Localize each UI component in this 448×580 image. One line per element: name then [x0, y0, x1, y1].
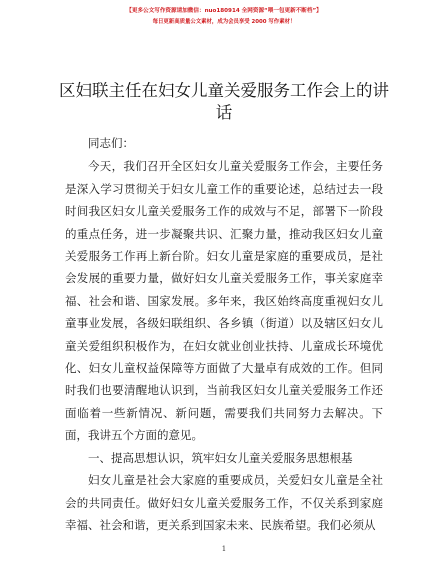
document-body — [65, 132, 383, 536]
section-heading-1: 一、提高思想认识，筑牢妇女儿童关爱服务思想根基 — [88, 450, 353, 465]
promo-banner-line-2: 每日更新高质量公文素材，成为会员享受 2000 写作素材！ — [152, 19, 296, 25]
document-title — [0, 80, 448, 124]
promo-banner-line-1: 【更多公文写作资源请加微信：nuo180914 全网资源“喂一包更新不断档”】 — [126, 8, 322, 14]
document-title-line-1: 区妇联主任在妇女儿童关爱服务工作会上的讲 — [59, 81, 389, 100]
document-title-line-2: 话 — [215, 103, 233, 122]
paragraph-intro: 今天，我们召开全区妇女儿童关爱服务工作会，主要任务是深入学习贯彻关于妇女儿童工作的重要论述，总结过去一段时间我区妇女儿童关爱服务工作的成效与不足，部署下一阶段的重点任务，进一步凝聚共识、汇聚力量，推动我区妇女儿童关爱服务工作再上新台阶。妇女儿童是家庭的重要成员，是社会发展的重要力量，做好妇女儿童关爱服务工作，事关家庭幸福、社会和谐、国家发展。多年来，我区始终高度重视妇女儿童事业发展，各级妇联组织、各乡镇（街道）以及辖区妇女儿童关爱组织积极作为，在妇女就业创业扶持、儿童成长环境优化、妇女儿童权益保障等方面做了大量卓有成效的工作。但同时我们也要清醒地认识到，当前我区妇女儿童关爱服务工作还面临着一些新情况、新问题，需要我们共同努力去解决。下面，我讲五个方面的意见。 — [65, 159, 383, 443]
paragraph-section-1: 妇女儿童是社会大家庭的重要成员，关爱妇女儿童是全社会的共同责任。做好妇女儿童关爱服务工作，不仅关系到家庭幸福、社会和谐，更关系到国家未来、民族希望。我们必须从 — [65, 473, 383, 532]
greeting: 同志们： — [88, 136, 134, 150]
promo-banner — [0, 6, 448, 28]
page-number: 1 — [221, 545, 227, 553]
